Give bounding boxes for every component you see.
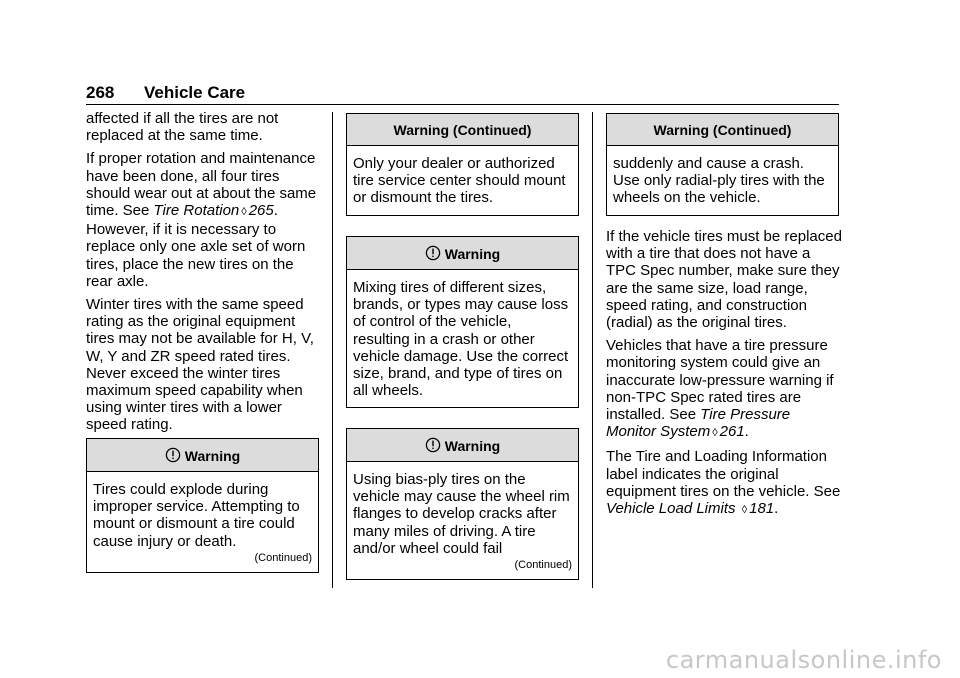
paragraph: The Tire and Loading Information label indicates the original equipment tires on the vehicle. See Vehicle Load Limits ◊ 181. [606, 448, 841, 518]
warning-box-continued [346, 113, 579, 216]
warning-header: Warning (Continued) [607, 114, 838, 146]
page-ref-number[interactable]: 265 [248, 202, 274, 220]
page-ref-number[interactable]: 181 [749, 500, 775, 518]
warning-body: Tires could explode during improper service. Attempting to mount or dismount a tire could cause injury or death. (Continued) [93, 481, 312, 564]
paragraph: If proper rotation and maintenance have been done, all four tires should wear out at about the same time. See Tire Rotation ◊ 265. However, if it is necessary to replace only one axle set of worn tires, place the new tires on the rear axle. [86, 150, 317, 290]
warning-header: Warning (Continued) [347, 114, 578, 146]
page-ref-icon: ◊ [712, 427, 718, 440]
link-tire-pressure-monitor[interactable]: Tire Pressure Monitor System [606, 406, 791, 441]
watermark: carmanualsonline.info [665, 646, 942, 674]
page-ref-icon: ◊ [741, 504, 748, 517]
warning-header: Warning [87, 439, 318, 472]
link-vehicle-load-limits[interactable]: Vehicle Load Limits [606, 500, 736, 518]
warning-icon [165, 447, 181, 463]
warning-body: suddenly and cause a crash. Use only radial-ply tires with the wheels on the vehicle. [613, 155, 825, 207]
warning-box-mixing [346, 236, 579, 408]
continued-label: (Continued) [514, 559, 572, 572]
column-divider-2 [592, 112, 593, 588]
warning-body: Only your dealer or authorized tire service center should mount or dismount the tires. [353, 155, 566, 207]
warning-box-explode [86, 438, 319, 573]
paragraph: If the vehicle tires must be replaced with a tire that does not have a TPC Spec number, make sure they are the same size, load range, speed rating, and construction (radial) as the original tires. [606, 228, 842, 332]
paragraph: affected if all the tires are not replaced at the same time. [86, 110, 279, 145]
paragraph: Vehicles that have a tire pressure monitoring system could give an inaccurate low-pressure warning if non-TPC Spec rated tires are installed. See Tire Pressure Monitor System ◊ 261. [606, 337, 834, 441]
page-header [86, 83, 245, 103]
warning-box-bias-ply [346, 428, 579, 580]
warning-box-continued [606, 113, 839, 216]
warning-icon [425, 245, 441, 261]
header-divider [86, 104, 839, 105]
warning-header: Warning [347, 429, 578, 462]
paragraph: Winter tires with the same speed rating as the original equipment tires may not be available for H, V, W, Y and ZR speed rated tires. Never exceed the winter tires maximum speed capability when using winter tires with a lower speed rating. [86, 296, 314, 434]
warning-body: Mixing tires of different sizes, brands, or types may cause loss of control of the vehicle, resulting in a crash or other vehicle damage. Use the correct size, brand, and type of tires on all wheels. [353, 279, 569, 400]
section-title: Vehicle Care [144, 83, 246, 102]
warning-body: Using bias-ply tires on the vehicle may cause the wheel rim flanges to develop cracks after many miles of driving. A tire and/or wheel could fail (Continued) [353, 471, 572, 572]
link-tire-rotation[interactable]: Tire Rotation [153, 202, 240, 220]
page-ref-icon: ◊ [241, 206, 247, 219]
continued-label: (Continued) [254, 551, 312, 564]
page-number: 268 [86, 83, 115, 102]
column-3 [606, 228, 842, 525]
warning-icon [425, 437, 441, 453]
page-ref-number[interactable]: 261 [719, 423, 745, 441]
column-1 [86, 110, 322, 440]
column-divider-1 [332, 112, 333, 588]
warning-header: Warning [347, 237, 578, 270]
